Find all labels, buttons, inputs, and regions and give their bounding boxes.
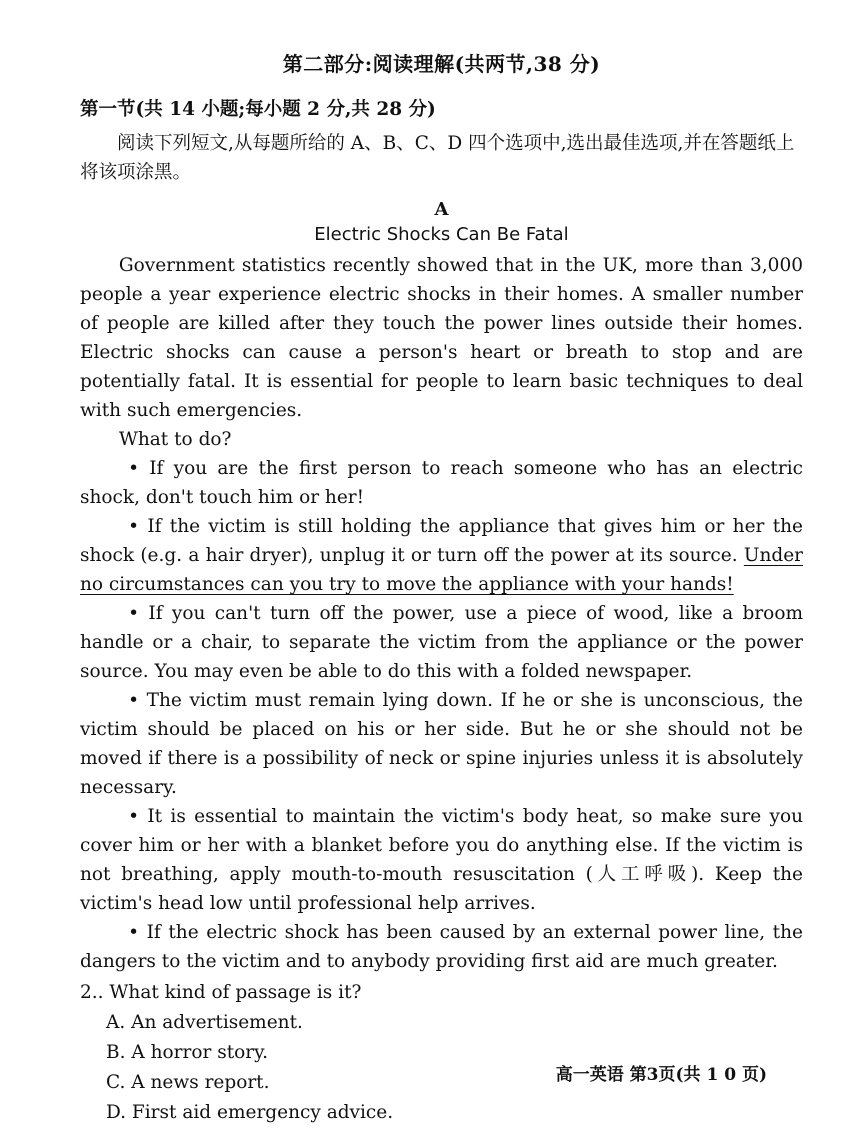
option-a: A. An advertisement. <box>106 1012 303 1033</box>
bullet-6: • If the electric shock has been caused by an external power line, the dangers to the victim and to anybody providing first aid are much greater. <box>80 922 803 972</box>
option-c: C. A news report. <box>106 1072 270 1093</box>
bullet-1: • If you are the first person to reach someone who has an electric shock, don't touch him or her! <box>80 458 803 508</box>
option-d: D. First aid emergency advice. <box>106 1102 394 1123</box>
instructions: 阅读下列短文,从每题所给的 A、B、C、D 四个选项中,选出最佳选项,并在答题纸上将该项涂黑。 <box>80 133 795 183</box>
passage-subheading: What to do? <box>118 429 232 450</box>
page-footer: 高一英语 第3页(共 1 0 页) <box>555 1065 767 1085</box>
bullet-2 <box>80 512 803 599</box>
section-title: 第一节(共 14 小题;每小题 2 分,共 28 分) <box>80 99 436 120</box>
bullet-3: • If you can't turn off the power, use a piece of wood, like a broom handle or a chair, to separate the victim from the appliance or the power source. You may even be able to do this with a folded newspaper. <box>80 603 803 682</box>
part-title: 第二部分:阅读理解(共两节,38 分) <box>282 52 601 76</box>
question-stem: 2.. What kind of passage is it? <box>80 982 362 1003</box>
passage-title: Electric Shocks Can Be Fatal <box>314 224 569 245</box>
bullet-2-underlined: Under no circumstances can you try to move the appliance with your hands! <box>80 545 803 595</box>
bullet-2-text: • If the victim is still holding the appliance that gives him or her the shock (e.g. a hair dryer), unplug it or turn off the power at its source. <box>80 516 803 566</box>
passage-intro: Government statistics recently showed that in the UK, more than 3,000 people a year experience electric shocks in their homes. A smaller number of people are killed after they touch the power lines outside their homes. Electric shocks can cause a person's heart or breath to stop and are potentially fatal. It is essential for people to learn basic techniques to deal with such emergencies. <box>80 255 803 421</box>
bullet-5: • It is essential to maintain the victim's body heat, so make sure you cover him or her with a blanket before you do anything else. If the victim is not breathing, apply mouth-to-mouth resuscitation (人工呼吸). Keep the victim's head low until professional help arrives. <box>80 806 803 914</box>
option-b: B. A horror story. <box>106 1042 268 1063</box>
bullet-4: • The victim must remain lying down. If he or she is unconscious, the victim should be placed on his or her side. But he or she should not be moved if there is a possibility of neck or spine injuries unless it is absolutely necessary. <box>80 690 803 798</box>
passage-label: A <box>434 199 449 220</box>
